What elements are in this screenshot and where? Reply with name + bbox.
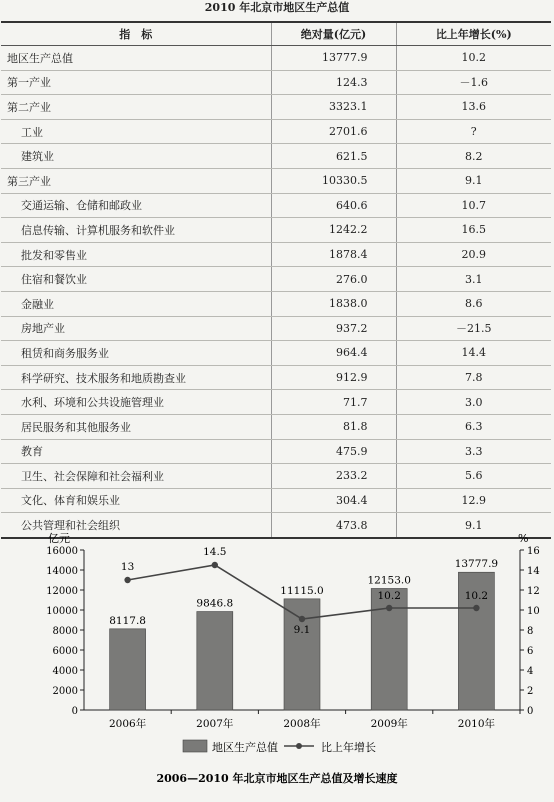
row-name-cell: 租赁和商务服务业: [1, 341, 271, 366]
left-tick-label: 8000: [52, 626, 78, 637]
left-tick-label: 0: [71, 706, 78, 717]
gdp-bar-label: 11115.0: [280, 584, 324, 597]
table-row: [1, 365, 551, 390]
row-name-cell: 文化、体育和娱乐业: [1, 488, 271, 513]
gdp-chart: [0, 528, 554, 798]
growth-label: 10.2: [377, 590, 401, 602]
row-name-cell: 科学研究、技术服务和地质勘查业: [1, 365, 271, 390]
left-tick-label: 10000: [46, 606, 78, 617]
table-row: [1, 341, 551, 366]
row-value-cell: 912.9: [271, 365, 396, 390]
row-name-cell: 第三产业: [1, 168, 271, 193]
row-growth-cell: 20.9: [396, 242, 551, 267]
table-row: [1, 193, 551, 218]
row-name-cell: 批发和零售业: [1, 242, 271, 267]
row-growth-cell: 3.0: [396, 390, 551, 415]
gdp-table: [1, 21, 551, 539]
header-growth: 比上年增长(%): [396, 22, 551, 46]
row-value-cell: 81.8: [271, 414, 396, 439]
row-value-cell: 276.0: [271, 267, 396, 292]
chart-svg: [0, 528, 554, 798]
growth-point: [473, 605, 479, 611]
row-growth-cell: 13.6: [396, 95, 551, 120]
row-growth-cell: －21.5: [396, 316, 551, 341]
x-tick-label: 2009年: [370, 718, 408, 730]
y-axis-right-label: %: [518, 532, 529, 545]
chart-caption: 2006—2010 年北京市地区生产总值及增长速度: [156, 772, 398, 785]
row-name-cell: 教育: [1, 439, 271, 464]
x-tick-label: 2006年: [108, 718, 147, 730]
x-tick-label: 2007年: [196, 718, 234, 730]
gdp-bar-label: 8117.8: [109, 614, 146, 627]
table-row: [1, 464, 551, 489]
table-row: [1, 218, 551, 243]
right-tick-label: 8: [527, 626, 534, 637]
row-name-cell: 水利、环境和公共设施管理业: [1, 390, 271, 415]
row-value-cell: 3323.1: [271, 95, 396, 120]
right-tick-label: 16: [527, 546, 540, 557]
growth-point: [299, 616, 305, 622]
left-tick-label: 12000: [46, 586, 78, 597]
row-value-cell: 473.8: [271, 513, 396, 538]
row-growth-cell: 8.2: [396, 144, 551, 169]
table-row: [1, 267, 551, 292]
header-value: 绝对量(亿元): [271, 22, 396, 46]
row-growth-cell: 8.6: [396, 291, 551, 316]
header-indicator: 指 标: [1, 22, 271, 46]
row-name-cell: 住宿和餐饮业: [1, 267, 271, 292]
x-tick-label: 2008年: [283, 718, 321, 730]
legend-line-marker: [296, 743, 302, 749]
gdp-bar-label: 9846.8: [196, 597, 234, 610]
legend-bar-label: 地区生产总值: [212, 741, 278, 754]
row-growth-cell: 9.1: [396, 168, 551, 193]
left-tick-label: 2000: [52, 686, 78, 697]
row-value-cell: 621.5: [271, 144, 396, 169]
row-name-cell: 居民服务和其他服务业: [1, 414, 271, 439]
table-row: [1, 488, 551, 513]
row-growth-cell: ?: [396, 119, 551, 144]
row-value-cell: 304.4: [271, 488, 396, 513]
table-row: [1, 439, 551, 464]
gdp-bar: [110, 629, 146, 710]
row-growth-cell: 6.3: [396, 414, 551, 439]
right-tick-label: 14: [527, 566, 540, 577]
row-name-cell: 卫生、社会保障和社会福利业: [1, 464, 271, 489]
table-row: [1, 242, 551, 267]
row-value-cell: 1242.2: [271, 218, 396, 243]
growth-point: [212, 562, 218, 568]
table-header-row: [1, 22, 551, 46]
table-row: [1, 414, 551, 439]
row-name-cell: 房地产业: [1, 316, 271, 341]
table-row: [1, 316, 551, 341]
row-name-cell: 交通运输、仓储和邮政业: [1, 193, 271, 218]
table-row: [1, 390, 551, 415]
growth-label: 10.2: [464, 590, 489, 602]
row-name-cell: 建筑业: [1, 144, 271, 169]
right-tick-label: 4: [527, 666, 534, 677]
row-value-cell: 13777.9: [271, 46, 396, 71]
table-row: [1, 168, 551, 193]
table-title: 2010 年北京市地区生产总值: [204, 1, 350, 14]
row-value-cell: 475.9: [271, 439, 396, 464]
right-tick-label: 6: [527, 646, 534, 657]
row-value-cell: 10330.5: [271, 168, 396, 193]
table-row: [1, 70, 551, 95]
row-growth-cell: 14.4: [396, 341, 551, 366]
left-tick-label: 6000: [52, 646, 78, 657]
growth-label: 9.1: [293, 624, 311, 636]
left-tick-label: 4000: [52, 666, 78, 677]
table-row: [1, 119, 551, 144]
row-value-cell: 640.6: [271, 193, 396, 218]
table-row: [1, 291, 551, 316]
row-name-cell: 地区生产总值: [1, 46, 271, 71]
left-tick-label: 16000: [46, 546, 78, 557]
row-name-cell: 第二产业: [1, 95, 271, 120]
table-row: [1, 95, 551, 120]
gdp-bar-label: 13777.9: [454, 558, 499, 571]
row-name-cell: 工业: [1, 119, 271, 144]
row-value-cell: 71.7: [271, 390, 396, 415]
row-growth-cell: 7.8: [396, 365, 551, 390]
right-tick-label: 0: [527, 706, 534, 717]
table-row: [1, 144, 551, 169]
row-growth-cell: 5.6: [396, 464, 551, 489]
row-value-cell: 233.2: [271, 464, 396, 489]
row-growth-cell: 9.1: [396, 513, 551, 538]
row-value-cell: 2701.6: [271, 119, 396, 144]
y-axis-left-label: 亿元: [48, 532, 70, 545]
row-name-cell: 金融业: [1, 291, 271, 316]
growth-point: [124, 577, 130, 583]
row-value-cell: 964.4: [271, 341, 396, 366]
row-name-cell: 第一产业: [1, 70, 271, 95]
right-tick-label: 12: [527, 586, 540, 597]
gdp-bar-label: 12153.0: [367, 574, 411, 587]
row-growth-cell: －1.6: [396, 70, 551, 95]
row-growth-cell: 10.7: [396, 193, 551, 218]
row-growth-cell: 10.2: [396, 46, 551, 71]
legend-bar-swatch: [183, 740, 207, 752]
row-growth-cell: 12.9: [396, 488, 551, 513]
row-growth-cell: 3.1: [396, 267, 551, 292]
growth-point: [386, 605, 392, 611]
row-name-cell: 信息传输、计算机服务和软件业: [1, 218, 271, 243]
legend-line-label: 比上年增长: [321, 741, 376, 754]
growth-label: 14.5: [203, 546, 227, 558]
row-value-cell: 1878.4: [271, 242, 396, 267]
row-value-cell: 1838.0: [271, 291, 396, 316]
row-value-cell: 124.3: [271, 70, 396, 95]
right-tick-label: 10: [527, 606, 540, 617]
row-value-cell: 937.2: [271, 316, 396, 341]
left-tick-label: 14000: [46, 566, 78, 577]
row-growth-cell: 3.3: [396, 439, 551, 464]
gdp-bar: [284, 599, 320, 710]
x-tick-label: 2010年: [457, 718, 496, 730]
growth-label: 13: [120, 561, 135, 573]
right-tick-label: 2: [527, 686, 534, 697]
row-growth-cell: 16.5: [396, 218, 551, 243]
row-name-cell: 公共管理和社会组织: [1, 513, 271, 538]
gdp-bar: [197, 612, 233, 710]
table-row: [1, 46, 551, 71]
